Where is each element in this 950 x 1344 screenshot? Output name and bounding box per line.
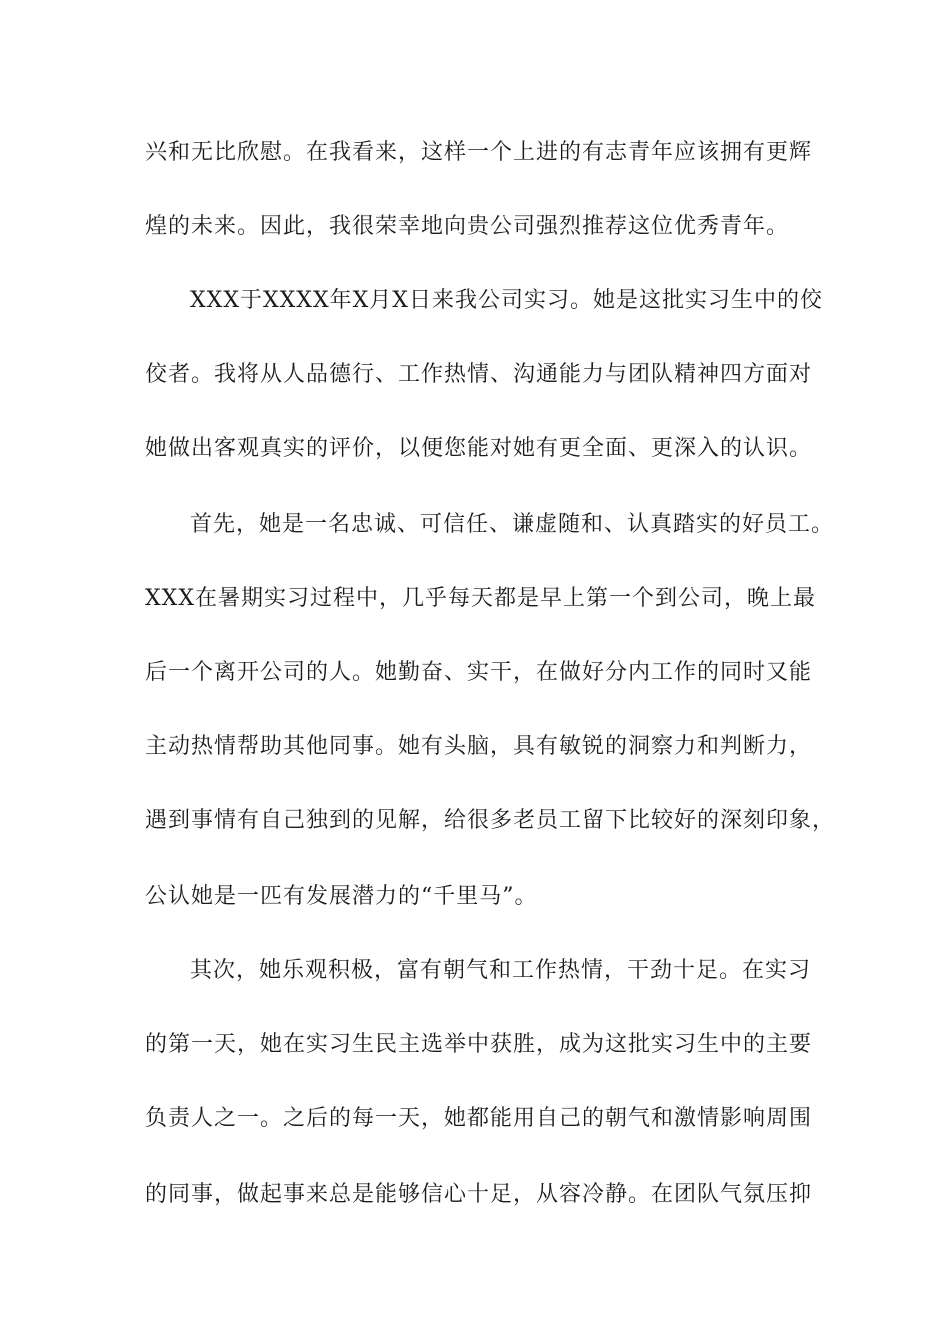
paragraph-start-line: 其次，她乐观积极，富有朝气和工作热情，干劲十足。在实习: [190, 958, 812, 983]
text-line: 的第一天，她在实习生民主选举中获胜，成为这批实习生中的主要: [145, 1032, 813, 1057]
text-line: 遇到事情有自己独到的见解，给很多老员工留下比较好的深刻印象，: [145, 808, 836, 833]
text-line: 后一个离开公司的人。她勤奋、实干，在做好分内工作的同时又能: [145, 660, 813, 685]
text-line: 公认她是一匹有发展潜力的“千里马”。: [145, 884, 538, 909]
text-line: 她做出客观真实的评价，以便您能对她有更全面、更深入的认识。: [145, 436, 813, 461]
text-line: 的同事，做起事来总是能够信心十足，从容冷静。在团队气氛压抑: [145, 1182, 813, 1207]
text-line: 负责人之一。之后的每一天，她都能用自己的朝气和激情影响周围: [145, 1106, 813, 1131]
text-line: 佼者。我将从人品德行、工作热情、沟通能力与团队精神四方面对: [145, 362, 813, 387]
paragraph-start-line: XXX于XXXX年X月X日来我公司实习。她是这批实习生中的佼: [190, 288, 823, 313]
text-line: 主动热情帮助其他同事。她有头脑，具有敏锐的洞察力和判断力，: [145, 734, 813, 759]
text-line: 煌的未来。因此，我很荣幸地向贵公司强烈推荐这位优秀青年。: [145, 214, 790, 239]
text-line: XXX在暑期实习过程中，几乎每天都是早上第一个到公司，晚上最: [145, 586, 816, 611]
text-line: 兴和无比欣慰。在我看来，这样一个上进的有志青年应该拥有更辉: [145, 140, 813, 165]
paragraph-start-line: 首先，她是一名忠诚、可信任、谦虚随和、认真踏实的好员工。: [190, 512, 835, 537]
